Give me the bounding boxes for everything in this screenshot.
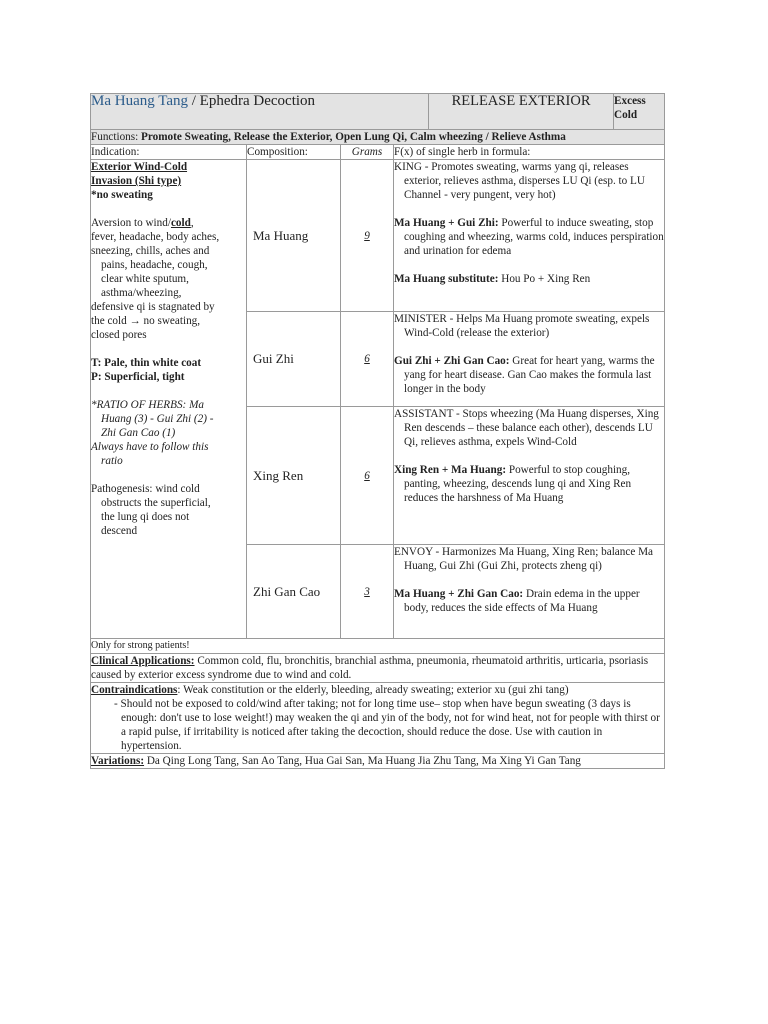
herb-role: KING - Promotes sweating, warms yang qi, releases exterior, relieves asthma, disperses LU Qi (esp. to LU Channel - very pungent, very hot) bbox=[394, 161, 645, 201]
pathogenesis-line-2: obstructs the superficial, bbox=[101, 497, 211, 509]
symptoms-line-5: clear white sputum, bbox=[101, 273, 189, 285]
symptoms-line-2: fever, headache, body aches, bbox=[91, 231, 220, 243]
formula-table bbox=[90, 93, 665, 769]
symptoms-line-7: defensive qi is stagnated by bbox=[91, 301, 215, 313]
indication-title-1: Exterior Wind-Cold bbox=[91, 161, 188, 173]
herb-role: ASSISTANT - Stops wheezing (Ma Huang disperses, Xing Ren descends – these balance each other), descends LU Qi, relieves asthma, expels Wind-Cold bbox=[394, 408, 659, 448]
contraindications bbox=[91, 683, 665, 754]
ratio-line-1: *RATIO OF HERBS: Ma bbox=[91, 399, 204, 411]
herb-row bbox=[91, 160, 665, 312]
strong-patients-note: Only for strong patients! bbox=[91, 639, 665, 654]
herb-function bbox=[394, 312, 665, 407]
symptoms-line-9: closed pores bbox=[91, 329, 147, 341]
title-row bbox=[91, 94, 665, 130]
column-header-row bbox=[91, 145, 665, 160]
herb-grams: 9 bbox=[341, 160, 394, 312]
formula-english-name: Ephedra Decoction bbox=[199, 93, 316, 109]
herb-grams: 3 bbox=[341, 545, 394, 639]
variations-row bbox=[91, 754, 665, 769]
contra-text: : Weak constitution or the elderly, bleeding, already sweating; exterior xu (gui zhi tang) bbox=[177, 684, 569, 696]
functions-cell bbox=[91, 130, 665, 145]
grams-header: Grams bbox=[341, 145, 394, 160]
title-separator: / bbox=[188, 93, 200, 109]
clinical-row bbox=[91, 654, 665, 683]
symptoms-line-3: sneezing, chills, aches and bbox=[91, 245, 210, 257]
contra-detail: - Should not be exposed to cold/wind after taking; not for long time use– stop when have begun sweating (3 days is enough: don't use to lose weight!) may weaken the qi and yin of the body, not for wind heat, not for people with thirst or a rapid pulse, if irritability is noticed after taking the decoction, should reduce the dose. Use with caution in hypertension. bbox=[114, 698, 660, 752]
variations bbox=[91, 754, 665, 769]
tongue: T: Pale, thin white coat bbox=[91, 357, 202, 369]
pattern-label bbox=[614, 94, 665, 130]
herb-name: Ma Huang bbox=[247, 160, 341, 312]
functions-row bbox=[91, 130, 665, 145]
category-label: RELEASE EXTERIOR bbox=[429, 94, 614, 130]
herb-function bbox=[394, 407, 665, 545]
herb-name: Zhi Gan Cao bbox=[247, 545, 341, 639]
functions-text: Promote Sweating, Release the Exterior, Open Lung Qi, Calm wheezing / Relieve Asthma bbox=[141, 131, 566, 143]
functions-label: Functions: bbox=[91, 131, 142, 143]
indication-cell bbox=[91, 160, 247, 639]
symptoms-line-8: the cold → no sweating, bbox=[91, 315, 201, 327]
indication-title-3: *no sweating bbox=[91, 189, 153, 201]
pathogenesis-line-4: descend bbox=[101, 525, 138, 537]
herb-combo: Ma Huang + Zhi Gan Cao: Drain edema in the upper body, reduces the side effects of Ma Huang bbox=[394, 588, 640, 614]
fx-header: F(x) of single herb in formula: bbox=[394, 145, 665, 160]
herb-function bbox=[394, 545, 665, 639]
variations-text: Da Qing Long Tang, San Ao Tang, Hua Gai San, Ma Huang Jia Zhu Tang, Ma Xing Yi Gan Tang bbox=[144, 755, 581, 767]
formula-title bbox=[91, 94, 429, 130]
herb-substitute: Ma Huang substitute: Hou Po + Xing Ren bbox=[394, 273, 591, 285]
herb-combo: Ma Huang + Gui Zhi: Powerful to induce sweating, stop coughing and wheezing, warms cold, induces perspiration and urination for edema bbox=[394, 217, 664, 257]
contra-row bbox=[91, 683, 665, 754]
clinical-text: Common cold, flu, bronchitis, branchial asthma, pneumonia, rheumatoid arthritis, urticaria, psoriasis caused by exterior excess syndrome due to wind and cold. bbox=[91, 655, 649, 681]
contra-label: Contraindications bbox=[91, 684, 178, 696]
cold-emphasis: cold bbox=[170, 217, 191, 229]
formula-sheet bbox=[90, 93, 664, 769]
ratio-line-3: Zhi Gan Cao (1) bbox=[101, 427, 176, 439]
formula-name: Ma Huang Tang bbox=[91, 93, 188, 109]
pathogenesis-line-1: Pathogenesis: wind cold bbox=[91, 483, 200, 495]
herb-name: Gui Zhi bbox=[247, 312, 341, 407]
contra-main bbox=[91, 683, 664, 697]
herb-combo: Xing Ren + Ma Huang: Powerful to stop coughing, panting, wheezing, descends lung qi and Xing Ren reduces the harshness of Ma Huang bbox=[394, 464, 632, 504]
clinical-label: Clinical Applications: bbox=[91, 655, 195, 667]
composition-header: Composition: bbox=[247, 145, 341, 160]
herb-combo: Gui Zhi + Zhi Gan Cao: Great for heart yang, warms the yang for heart disease. Gan Cao makes the formula last longer in the body bbox=[394, 355, 655, 395]
herb-grams: 6 bbox=[341, 407, 394, 545]
pulse: P: Superficial, tight bbox=[91, 371, 185, 383]
variations-label: Variations: bbox=[91, 755, 145, 767]
herb-name: Xing Ren bbox=[247, 407, 341, 545]
clinical-applications bbox=[91, 654, 665, 683]
ratio-line-5: ratio bbox=[101, 455, 123, 467]
symptoms-line-4: pains, headache, cough, bbox=[101, 259, 208, 271]
herb-function bbox=[394, 160, 665, 312]
symptoms-line-1: Aversion to wind/cold, bbox=[91, 217, 194, 229]
ratio-line-2: Huang (3) - Gui Zhi (2) - bbox=[101, 413, 214, 425]
herb-grams: 6 bbox=[341, 312, 394, 407]
ratio-line-4: Always have to follow this bbox=[91, 441, 209, 453]
indication-title-2: Invasion (Shi type) bbox=[91, 175, 182, 187]
note-row bbox=[91, 639, 665, 654]
pattern-line-1: Excess bbox=[614, 95, 646, 107]
pattern-line-2: Cold bbox=[614, 109, 638, 121]
herb-role: ENVOY - Harmonizes Ma Huang, Xing Ren; balance Ma Huang, Gui Zhi (Gui Zhi, protects zheng qi) bbox=[394, 546, 653, 572]
herb-role: MINISTER - Helps Ma Huang promote sweating, expels Wind-Cold (release the exterior) bbox=[394, 313, 650, 339]
pathogenesis-line-3: the lung qi does not bbox=[101, 511, 190, 523]
indication-header: Indication: bbox=[91, 145, 247, 160]
symptoms-line-6: asthma/wheezing, bbox=[101, 287, 182, 299]
